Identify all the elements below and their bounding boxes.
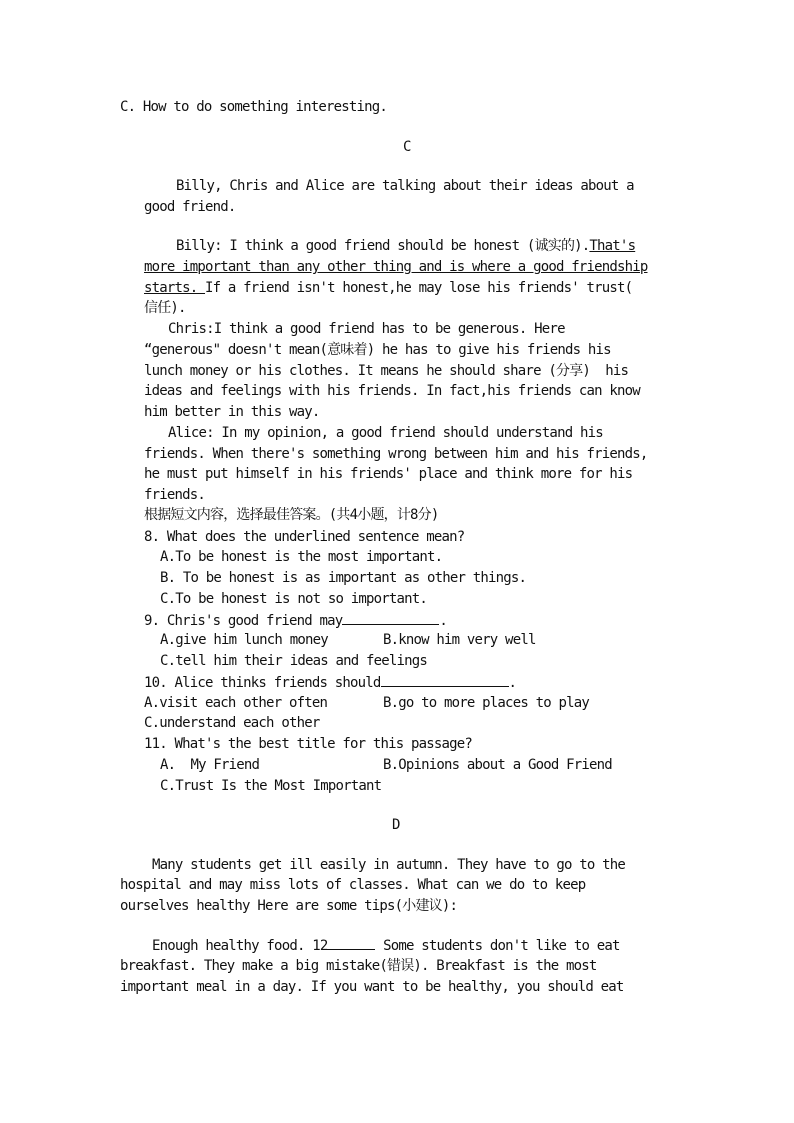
- top-option: C. How to do something interesting.: [120, 99, 388, 115]
- q9-option-c: C.tell him their ideas and feelings: [160, 653, 428, 669]
- q9-blank: [342, 612, 439, 625]
- billy-line-4: 信任).: [144, 300, 186, 316]
- chris-line-3: lunch money or his clothes. It means he should share (分享) his: [144, 363, 629, 379]
- section-d-line-2: important meal in a day. If you want to be healthy, you should eat: [120, 979, 624, 995]
- question-8: 8. What does the underlined sentence mean?: [144, 529, 465, 545]
- q8-option-a: A.To be honest is the most important.: [160, 549, 443, 565]
- q9-option-a: A.give him lunch money: [160, 632, 328, 648]
- chris-line-1: Chris:I think a good friend has to be generous. Here: [168, 321, 565, 337]
- tip-line: [152, 937, 620, 954]
- instruction: 根据短文内容，选择最佳答案。(共4小题，计8分): [144, 507, 439, 523]
- q10-option-b: B.go to more places to play: [383, 695, 589, 711]
- section-d-line-1: breakfast. They make a big mistake(错误). Breakfast is the most: [120, 958, 597, 974]
- chris-line-5: him better in this way.: [144, 404, 320, 420]
- q10-stem: 10. Alice thinks friends should: [144, 675, 381, 691]
- billy-line-1: [176, 238, 635, 254]
- section-d-intro-1: Many students get ill easily in autumn. They have to go to the: [152, 857, 625, 873]
- section-c-intro-1: Billy, Chris and Alice are talking about their ideas about a: [176, 178, 634, 194]
- alice-line-3: he must put himself in his friends' place and think more for his: [144, 466, 633, 482]
- section-d-intro-3: ourselves healthy Here are some tips(小建议):: [120, 898, 458, 914]
- chris-line-2: “generous" doesn't mean(意味着) he has to give his friends his: [144, 342, 611, 358]
- q11-option-c: C.Trust Is the Most Important: [160, 778, 382, 794]
- tip-text: Enough healthy food. 12: [152, 938, 328, 954]
- q12-blank: [327, 937, 375, 950]
- q9-option-b: B.know him very well: [383, 632, 536, 648]
- q11-option-b: B.Opinions about a Good Friend: [383, 757, 612, 773]
- q10-option-c: C.understand each other: [144, 715, 320, 731]
- q8-option-b: B. To be honest is as important as other things.: [160, 570, 527, 586]
- billy-text: If a friend isn't honest,he may lose his friends' trust(: [205, 280, 633, 296]
- section-d-intro-2: hospital and may miss lots of classes. What can we do to keep: [120, 877, 586, 893]
- alice-line-4: friends.: [144, 487, 206, 503]
- section-c-heading: C: [403, 139, 411, 155]
- underlined-sentence-end: starts.: [144, 280, 206, 296]
- question-9: [144, 612, 447, 629]
- q10-end: .: [508, 675, 517, 691]
- billy-line-2: more important than any other thing and is where a good friendship: [144, 259, 648, 275]
- q8-option-c: C.To be honest is not so important.: [160, 591, 428, 607]
- q10-option-a: A.visit each other often: [144, 695, 328, 711]
- chris-line-4: ideas and feelings with his friends. In fact,his friends can know: [144, 383, 640, 399]
- billy-line-3: [144, 280, 632, 296]
- q11-option-a: A. My Friend: [160, 757, 260, 773]
- question-11: 11. What's the best title for this passage?: [144, 736, 473, 752]
- tip-text-rest: Some students don't like to eat: [375, 938, 620, 954]
- underlined-sentence: That's: [589, 238, 636, 254]
- alice-line-1: Alice: In my opinion, a good friend should understand his: [168, 425, 603, 441]
- alice-line-2: friends. When there's something wrong between him and his friends,: [144, 446, 648, 462]
- q9-stem: 9. Chris's good friend may: [144, 613, 343, 629]
- question-10: [144, 674, 516, 691]
- q10-blank: [381, 674, 509, 687]
- section-d-heading: D: [392, 817, 400, 833]
- billy-text: Billy: I think a good friend should be honest (诚实的).: [176, 238, 590, 254]
- q9-end: .: [439, 613, 447, 629]
- section-c-intro-2: good friend.: [144, 199, 236, 215]
